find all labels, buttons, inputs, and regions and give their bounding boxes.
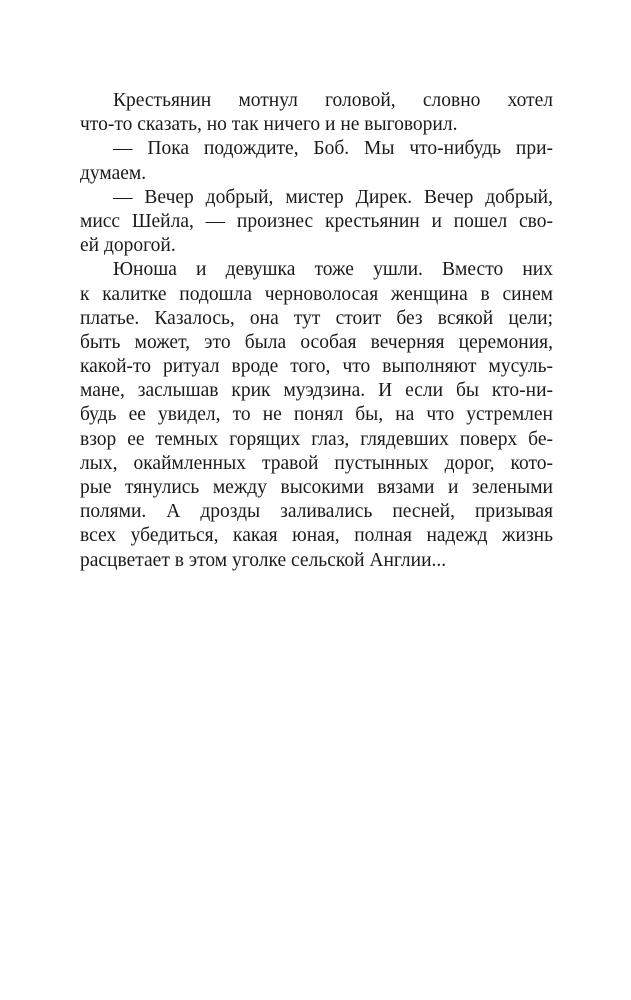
text-line: что-то сказать, но так ничего и не выговорил. — [80, 114, 458, 136]
text-line: расцветает в этом уголке сельской Англии... — [80, 549, 447, 571]
text-line: Юноша и девушка тоже ушли. Вместо них — [113, 259, 553, 281]
text-line: платье. Казалось, она тут стоит без всякой цели; — [80, 307, 553, 329]
text-line: к калитке подошла черноволосая женщина в синем — [80, 283, 553, 305]
text-line: какой-то ритуал вроде того, что выполняют мусуль- — [80, 356, 553, 378]
text-line: — Пока подождите, Боб. Мы что-нибудь при- — [113, 138, 553, 160]
page-text — [80, 89, 553, 573]
paragraph-4 — [80, 258, 553, 572]
text-line: мисс Шейла, — произнес крестьянин и пошел сво- — [80, 210, 553, 232]
text-line: думаем. — [80, 162, 147, 184]
paragraph-2 — [80, 137, 553, 185]
text-line: ей дорогой. — [80, 235, 176, 257]
text-line: рые тянулись между высокими вязами и зелеными — [80, 477, 553, 498]
text-line: всех убедиться, какая юная, полная надежд жизнь — [80, 525, 553, 547]
text-line: Крестьянин мотнул головой, словно хотел — [113, 90, 553, 111]
paragraph-1 — [80, 89, 553, 137]
text-line: взор ее темных горящих глаз, глядевших поверх бе- — [80, 428, 553, 450]
text-line: быть может, это была особая вечерняя церемония, — [80, 331, 553, 353]
text-line: лых, окаймленных травой пустынных дорог, кото- — [80, 452, 553, 474]
text-line: — Вечер добрый, мистер Дирек. Вечер добрый, — [113, 186, 553, 208]
text-line: мане, заслышав крик муэдзина. И если бы кто-ни- — [80, 380, 553, 402]
text-line: полями. А дрозды заливались песней, призывая — [80, 501, 553, 523]
text-line: будь ее увидел, то не понял бы, на что устремлен — [80, 404, 553, 426]
paragraph-3 — [80, 186, 553, 259]
